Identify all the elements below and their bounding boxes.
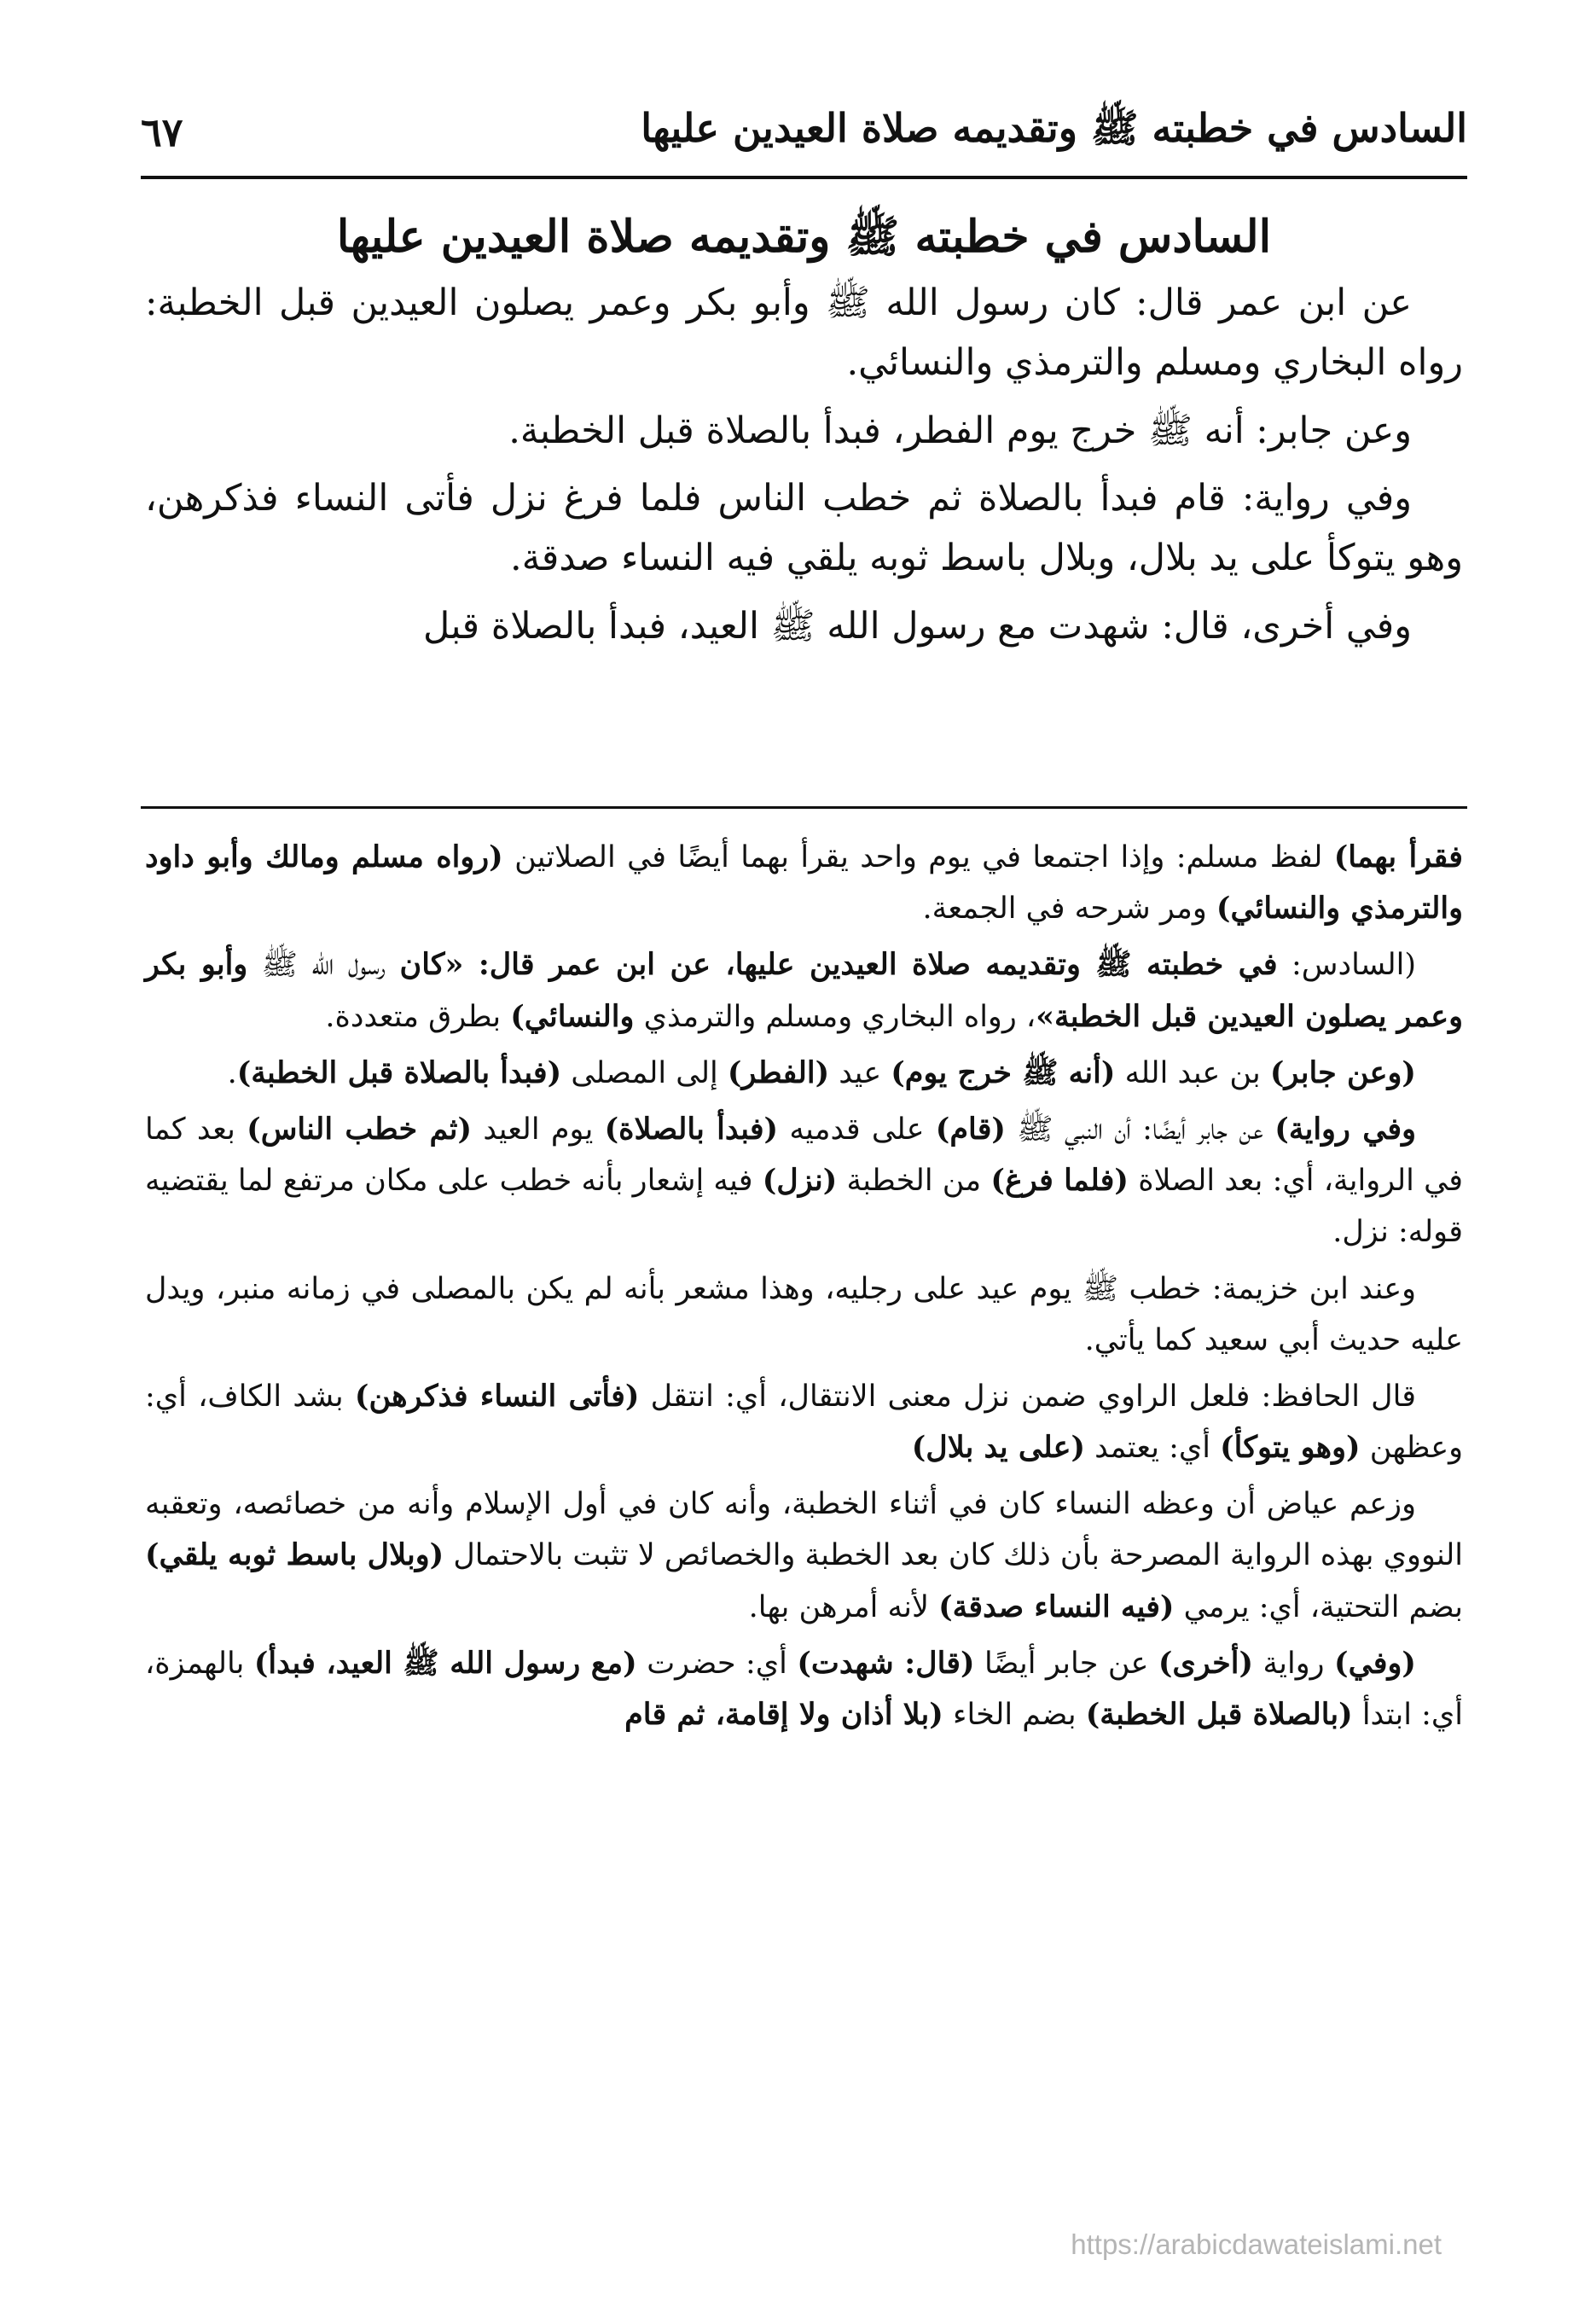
quoted-text: وأبو بكر وعمر يصلون العيدين قبل الخطبة» — [145, 947, 1463, 1034]
commentary-text: عن جابر أيضًا: أن النبي ﷺ — [1005, 1112, 1275, 1147]
running-title: السادس في خطبته ﷺ وتقديمه صلاة العيدين عليها — [641, 104, 1467, 151]
quoted-text: (وهو يتوكأ) — [1220, 1430, 1361, 1466]
watermark-url: https://arabicdawateislami.net — [1071, 2228, 1442, 2260]
quoted-text: (أخرى) — [1158, 1645, 1254, 1681]
commentary-text: بعد كما في الرواية، أي: بعد الصلاة — [145, 1112, 1464, 1199]
section-title: السادس في خطبته ﷺ وتقديمه صلاة العيدين عليها — [336, 211, 1272, 263]
commentary-text: عيد — [829, 1055, 891, 1090]
quoted-text: (فبدأ بالصلاة قبل الخطبة) — [236, 1055, 562, 1090]
commentary-text: لفظ مسلم: وإذا اجتمعا في يوم واحد يقرأ بهما أيضًا في الصلاتين — [502, 840, 1334, 874]
quoted-text: (على يد بلال) — [911, 1430, 1086, 1466]
commentary-text: بن عبد الله — [1115, 1055, 1270, 1090]
quoted-text: (نزل) — [762, 1163, 838, 1199]
quoted-text: فقرأ بهما) — [1333, 840, 1463, 874]
commentary-paragraph — [145, 832, 1463, 934]
quoted-text: (قام) — [935, 1111, 1006, 1147]
hadith-paragraph: وفي أخرى، قال: شهدت مع رسول الله ﷺ العيد، فبدأ بالصلاة قبل — [422, 604, 1412, 648]
running-header — [141, 94, 1467, 171]
commentary-text: قال الحافظ: فلعل الراوي ضمن نزل معنى الانتقال، أي: انتقل — [639, 1379, 1416, 1414]
commentary-paragraph — [145, 1638, 1463, 1740]
quoted-text: (الفطر) — [727, 1055, 830, 1090]
commentary-text: ومر شرحه في الجمعة. — [922, 892, 1216, 927]
commentary-text: فيه إشعار بأنه خطب على مكان مرتفع لما يقتضيه قوله: نزل. — [145, 1164, 1463, 1250]
commentary-text: رسول الله ﷺ — [247, 948, 400, 983]
commentary-divider — [141, 806, 1467, 809]
commentary-paragraph — [145, 1264, 1463, 1366]
quoted-text: (فبدأ بالصلاة) — [604, 1111, 779, 1147]
quoted-text: (فأتى النساء فذكرهن) — [354, 1378, 640, 1414]
quoted-text: (فلما فرغ) — [990, 1163, 1129, 1199]
hadith-paragraph: عن ابن عمر قال: كان رسول الله ﷺ وأبو بكر وعمر يصلون العيدين قبل الخطبة: رواه البخاري ومسلم والترمذي والنسائي. — [145, 282, 1463, 385]
quoted-text: (بالصلاة قبل الخطبة) — [1085, 1697, 1353, 1732]
header-divider — [141, 176, 1467, 179]
commentary-text: إلى المصلى — [561, 1055, 728, 1090]
commentary-text: بطرق متعددة. — [325, 999, 511, 1034]
commentary-text: أي: يعتمد — [1085, 1431, 1221, 1466]
commentary-text: . — [227, 1055, 237, 1090]
quoted-text: (فيه النساء صدقة) — [938, 1589, 1175, 1624]
commentary-text: (السادس: — [1277, 948, 1417, 983]
commentary-text: وزعم عياض أن وعظه النساء كان في أثناء الخطبة، وأنه كان في أول الإسلام وأنه من خصائصه، وتعقبه النووي بهذه الرواية المصرحة بأن ذلك كان بعد الخطبة والخصائص لا تثبت بالاحتمال — [145, 1487, 1463, 1573]
commentary-text: ، رواه البخاري ومسلم والترمذي — [634, 999, 1036, 1034]
commentary-text: بضم الخاء — [943, 1698, 1086, 1732]
commentary-paragraph — [145, 939, 1463, 1042]
commentary-text: عن جابر أيضًا — [974, 1646, 1158, 1681]
commentary-text: من الخطبة — [837, 1164, 991, 1199]
commentary-text: لأنه أمرهن بها. — [748, 1589, 939, 1624]
main-text — [145, 205, 1463, 665]
commentary-text: بشد الكاف، أي: وعظهن — [145, 1379, 1463, 1466]
commentary-text: رواية — [1253, 1646, 1335, 1681]
quoted-text: في خطبته ﷺ وتقديمه صلاة العيدين عليها، عن ابن عمر قال: «كان — [399, 947, 1278, 983]
quoted-text: والنسائي) — [510, 998, 635, 1034]
commentary-paragraph — [145, 1371, 1463, 1473]
quoted-text: (قال: شهدت) — [797, 1645, 975, 1681]
quoted-text: (وعن جابر) — [1269, 1055, 1416, 1090]
commentary — [145, 832, 1463, 1746]
quoted-text: (مع رسول الله ﷺ العيد، فبدأ) — [253, 1645, 637, 1681]
commentary-text: بالهمزة، أي: ابتدأ — [145, 1646, 1463, 1732]
commentary-text: يوم العيد — [472, 1112, 605, 1147]
commentary-paragraph — [145, 1048, 1463, 1099]
commentary-paragraph — [145, 1104, 1463, 1258]
page-number: ٦٧ — [141, 109, 183, 155]
quoted-text: (وفي) — [1334, 1645, 1416, 1681]
commentary-text: أي: حضرت — [636, 1646, 798, 1681]
commentary-text: على قدميه — [778, 1112, 936, 1147]
quoted-text: (رواه مسلم ومالك وأبو داود والترمذي والنسائي) — [145, 840, 1463, 927]
hadith-paragraph: وفي رواية: قام فبدأ بالصلاة ثم خطب الناس فلما فرغ نزل فأتى النساء فذكرهن، وهو يتوكأ على يد بلال، وبلال باسط ثوبه يلقي فيه النساء صدقة. — [145, 477, 1463, 580]
quoted-text: (ثم خطب الناس) — [247, 1111, 473, 1147]
hadith-paragraph: وعن جابر: أنه ﷺ خرج يوم الفطر، فبدأ بالصلاة قبل الخطبة. — [508, 409, 1412, 452]
commentary-text: بضم التحتية، أي: يرمي — [1174, 1589, 1463, 1624]
commentary-paragraph — [145, 1479, 1463, 1633]
quoted-text: وفي رواية) — [1274, 1111, 1417, 1147]
quoted-text: (وبلال باسط ثوبه يلقي) — [145, 1537, 444, 1573]
commentary-text: وعند ابن خزيمة: خطب ﷺ يوم عيد على رجليه، وهذا مشعر بأنه لم يكن بالمصلى في زمانه منبر، ويدل عليه حديث أبي سعيد كما يأتي. — [145, 1271, 1463, 1357]
quoted-text: (بلا أذان ولا إقامة، ثم قام — [624, 1697, 943, 1732]
quoted-text: (أنه ﷺ خرج يوم) — [891, 1055, 1116, 1090]
